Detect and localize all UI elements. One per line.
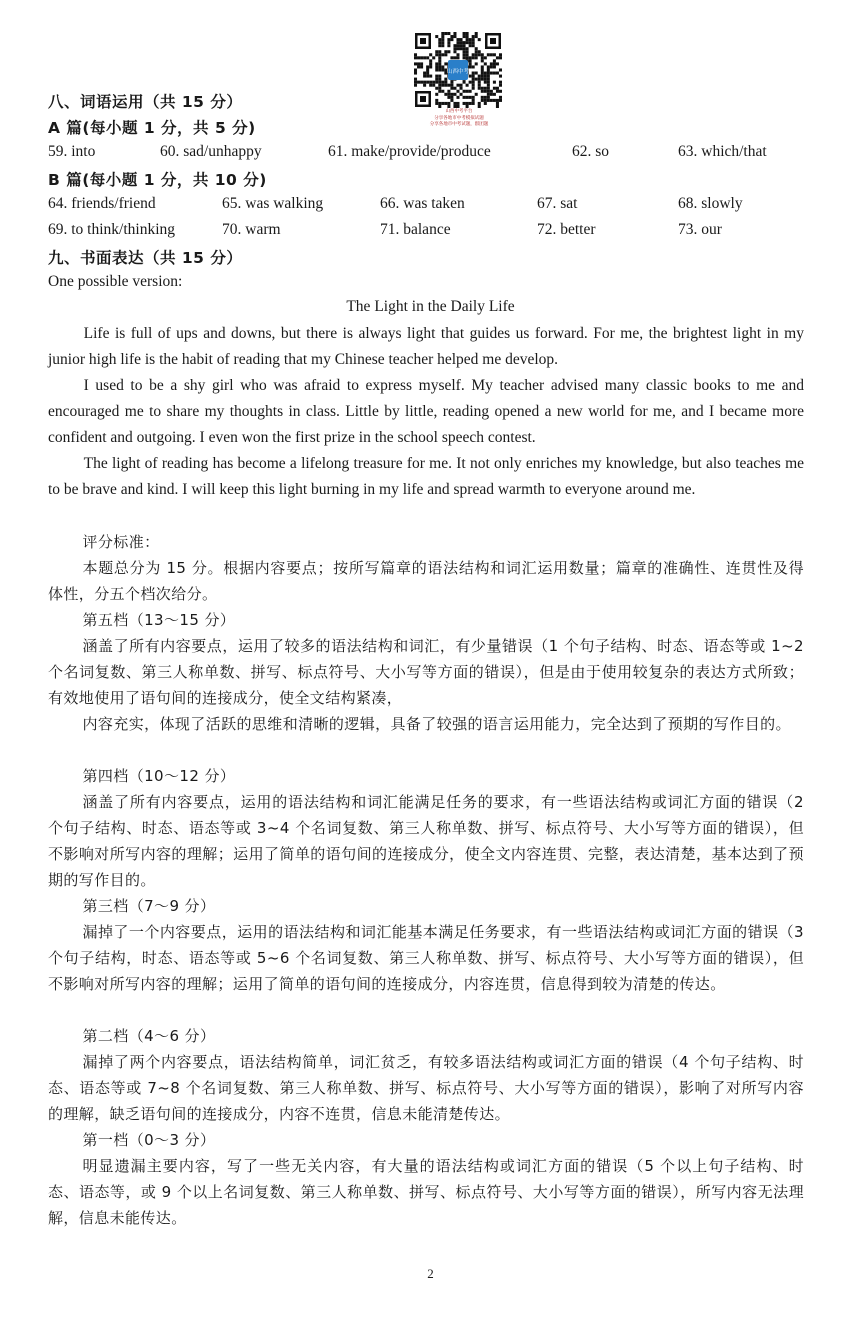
- level-3-description: 漏掉了一个内容要点，运用的语法结构和词汇能基本满足任务要求，有一些语法结构或词汇方面的错误（3 个句子结构，时态、语态等或 5~6 个名词复数、第三人称单数、拼写、标点符号、大小写等方面的错误），但不影响对所写内容的理解；运用了简单的语句间的连接成分，内容连贯，信息得到较为清楚的传达。: [48, 923, 804, 993]
- answer-62: 62. so: [572, 143, 610, 160]
- qr-code-image: [414, 32, 502, 108]
- answer-68: 68. slowly: [678, 195, 743, 212]
- qr-caption-line-1: 山西中考平台: [445, 109, 473, 114]
- page-number: 2: [427, 1266, 434, 1281]
- grading-label: 评分标准：: [82, 533, 160, 551]
- section-8-heading: 八、词语运用（共 15 分）: [48, 93, 243, 111]
- level-5-description-continued: 内容充实，体现了活跃的思维和清晰的逻辑，具备了较强的语言运用能力，完全达到了预期的写作目的。: [82, 715, 791, 733]
- level-4-heading: 第四档（10～12 分）: [82, 767, 236, 785]
- answer-61: 61. make/provide/produce: [328, 143, 491, 160]
- qr-finder-top-left: [415, 33, 431, 49]
- level-1-heading: 第一档（0～3 分）: [82, 1131, 216, 1149]
- level-2-description: 漏掉了两个内容要点，语法结构简单，词汇贫乏，有较多语法结构或词汇方面的错误（4 个句子结构、时态、语态等或 7~8 个名词复数、第三人称单数、拼写、标点符号、大小写等方面的错误），影响了对所写内容的理解，缺乏语句间的连接成分，内容不连贯，信息未能清楚传达。: [48, 1053, 804, 1123]
- qr-finder-bottom-left: [415, 91, 431, 107]
- level-2-heading: 第二档（4～6 分）: [82, 1027, 216, 1045]
- answer-69: 69. to think/thinking: [48, 221, 176, 238]
- qr-caption-line-2: 分享各地市中考模拟试题: [434, 115, 484, 121]
- answer-60: 60. sad/unhappy: [160, 143, 262, 160]
- grading-overview: 本题总分为 15 分。根据内容要点；按所写篇章的语法结构和词汇运用数量；篇章的准确性、连贯性及得体性，分五个档次给分。: [48, 559, 804, 603]
- qr-code-block: [414, 32, 504, 136]
- qr-finder-top-right: [485, 33, 501, 49]
- essay-paragraph-2: I used to be a shy girl who was afraid to express myself. My teacher advised many classic books to me and encouraged me to share my thoughts in class. Little by little, reading opened a new world for me, and I became more confident and outgoing. I even won the first prize in the school speech contest.: [48, 377, 804, 446]
- qr-caption-line-3: 分享各地市中考试题，群团题: [429, 122, 489, 127]
- answer-63: 63. which/that: [678, 143, 767, 160]
- qr-logo-text: 山西中考: [446, 69, 470, 75]
- answer-64: 64. friends/friend: [48, 195, 156, 212]
- level-4-description: 涵盖了所有内容要点，运用的语法结构和词汇能满足任务的要求，有一些语法结构或词汇方面的错误（2 个句子结构、时态、语态等或 3~4 个名词复数、第三人称单数、拼写、标点符号、大小写等方面的错误），但不影响对所写内容的理解；运用了简单的语句间的连接成分，使全文内容连贯、完整，表达清楚，基本达到了预期的写作目的。: [48, 793, 804, 889]
- answer-72: 72. better: [537, 221, 596, 238]
- level-1-description: 明显遗漏主要内容，写了一些无关内容，有大量的语法结构或词汇方面的错误（5 个以上句子结构、时态、语态等，或 9 个以上名词复数、第三人称单数、拼写、标点符号、大小写等方面的错误），所写内容无法理解，信息未能传达。: [48, 1157, 805, 1227]
- answer-73: 73. our: [678, 221, 722, 238]
- part-a-heading: A 篇(每小题 1 分，共 5 分): [48, 119, 256, 137]
- level-5-heading: 第五档（13～15 分）: [82, 611, 236, 629]
- answer-65: 65. was walking: [222, 195, 324, 212]
- level-3-heading: 第三档（7～9 分）: [82, 897, 216, 915]
- answer-59: 59. into: [48, 143, 96, 160]
- essay-paragraph-3: The light of reading has become a lifelong treasure for me. It not only enriches my knowledge, but also teaches me to be brave and kind. I will keep this light burning in my life and spread warmth to everyone around me.: [48, 455, 804, 498]
- essay-paragraph-1: Life is full of ups and downs, but there is always light that guides us forward. For me, the brightest light in my junior high life is the habit of reading that my Chinese teacher helped me develop.: [48, 325, 804, 368]
- answer-71: 71. balance: [380, 221, 451, 238]
- section-9-heading: 九、书面表达（共 15 分）: [48, 249, 243, 267]
- sample-intro: One possible version:: [48, 273, 183, 290]
- part-b-heading: B 篇(每小题 1 分，共 10 分): [48, 171, 267, 189]
- essay-title: The Light in the Daily Life: [346, 298, 515, 315]
- answer-70: 70. warm: [222, 221, 281, 238]
- level-5-description: 涵盖了所有内容要点，运用了较多的语法结构和词汇，有少量错误（1 个句子结构、时态、语态等或 1~2 个名词复数、第三人称单数、拼写、标点符号、大小写等方面的错误），但是由于使用较复杂的表达方式所致；有效地使用了语句间的连接成分，使全文结构紧凑，: [48, 637, 804, 707]
- answer-67: 67. sat: [537, 195, 578, 212]
- answer-66: 66. was taken: [380, 195, 465, 212]
